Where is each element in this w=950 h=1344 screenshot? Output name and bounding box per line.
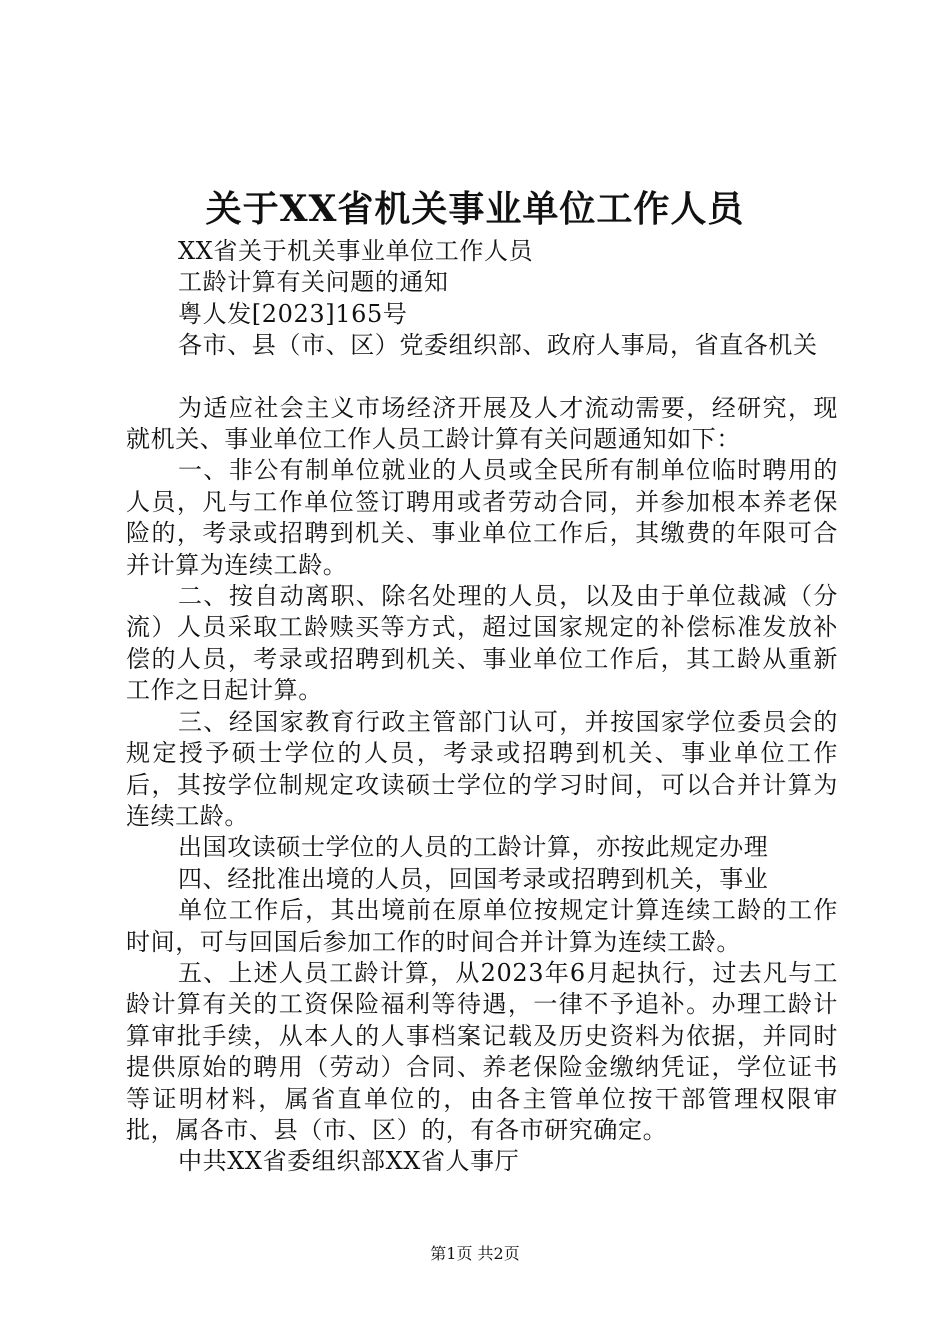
page-footer: 第1页 共2页 bbox=[430, 1244, 520, 1263]
document-title: 关于XX省机关事业单位工作人员 bbox=[205, 188, 745, 230]
paragraph: 二、按自动离职、除名处理的人员，以及由于单位裁减（分流）人员采取工龄赎买等方式，超过国家规定的补偿标准发放补偿的人员，考录或招聘到机关、事业单位工作后，其工龄从重新工作之日起计算。 bbox=[126, 582, 838, 705]
header-line: 工龄计算有关问题的通知 bbox=[178, 268, 449, 297]
paragraph: 单位工作后，其出境前在原单位按规定计算连续工龄的工作时间，可与回国后参加工作的时间合并计算为连续工龄。 bbox=[126, 896, 838, 956]
paragraph: 四、经批准出境的人员，回国考录或招聘到机关，事业 bbox=[178, 864, 769, 893]
paragraph: 五、上述人员工龄计算，从2023年6月起执行，过去凡与工龄计算有关的工资保险福利等待遇，一律不予追补。办理工龄计算审批手续，从本人的人事档案记载及历史资料为依据，并同时提供原始的聘用（劳动）合同、养老保险金缴纳凭证，学位证书等证明材料，属省直单位的，由各主管单位按干部管理权限审批，属各市、县（市、区）的，有各市研究确定。 bbox=[126, 958, 838, 1144]
document-body bbox=[126, 236, 838, 1178]
paragraph: 出国攻读硕士学位的人员的工龄计算，亦按此规定办理 bbox=[178, 833, 769, 862]
addressee-line: 各市、县（市、区）党委组织部、政府人事局，省直各机关 bbox=[178, 331, 818, 360]
blank-line bbox=[126, 362, 838, 393]
paragraph: 三、经国家教育行政主管部门认可，并按国家学位委员会的规定授予硕士学位的人员，考录或招聘到机关、事业单位工作后，其按学位制规定攻读硕士学位的学习时间，可以合并计算为连续工龄。 bbox=[126, 707, 838, 830]
document-number: 粤人发[2023]165号 bbox=[178, 299, 408, 328]
signature-line: 中共XX省委组织部XX省人事厅 bbox=[178, 1147, 520, 1176]
paragraph: 一、非公有制单位就业的人员或全民所有制单位临时聘用的人员，凡与工作单位签订聘用或者劳动合同，并参加根本养老保险的，考录或招聘到机关、事业单位工作后，其缴费的年限可合并计算为连续工龄。 bbox=[126, 456, 838, 579]
header-line: XX省关于机关事业单位工作人员 bbox=[178, 237, 534, 265]
paragraph: 为适应社会主义市场经济开展及人才流动需要，经研究，现就机关、事业单位工作人员工龄计算有关问题通知如下： bbox=[126, 393, 838, 454]
